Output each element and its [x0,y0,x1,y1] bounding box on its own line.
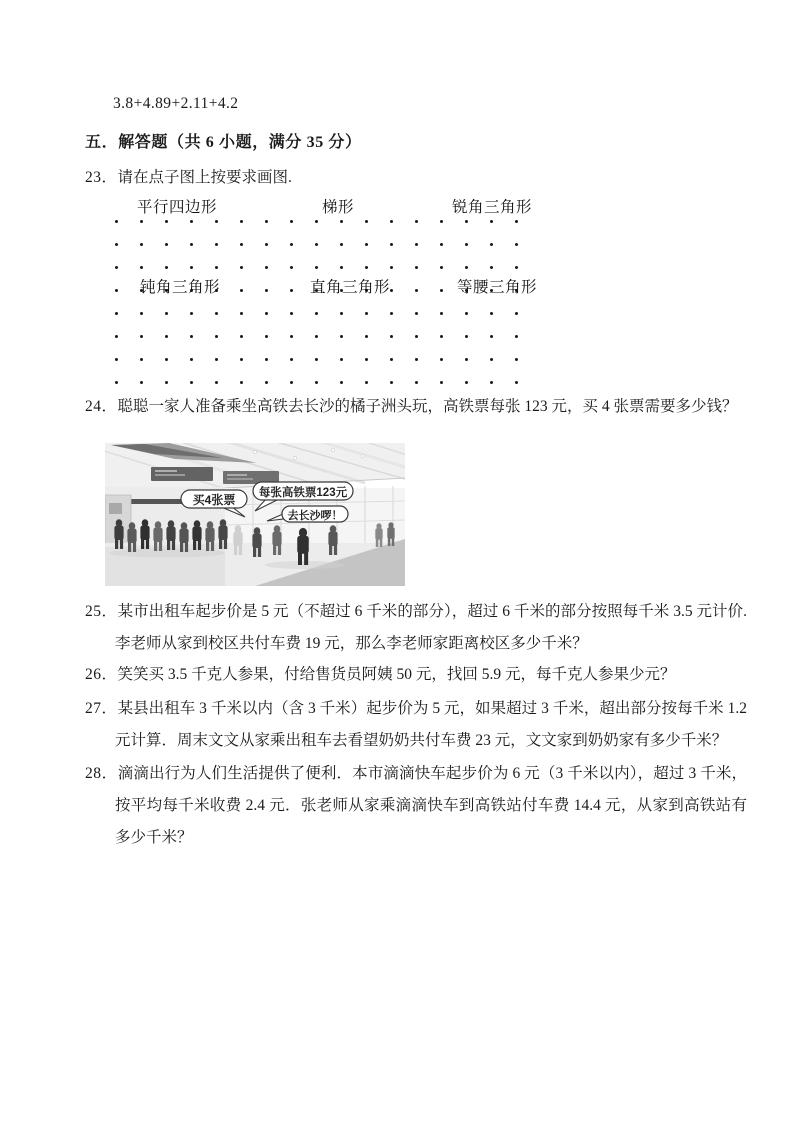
speech-bubble-buy-4-tickets-text: 买4张票 [192,493,236,507]
question-27 [85,693,747,757]
shape-label-parallelogram: 平行四边形 [137,199,218,216]
station-illustration [105,443,405,586]
question-24 [85,391,747,423]
question-25-number: 25． [85,603,118,620]
question-28-number: 28． [85,765,118,782]
speech-bubble-ticket-price-text: 每张高铁票123元 [258,487,348,499]
question-26-number: 26． [85,666,118,683]
question-28 [85,758,747,854]
question-25 [85,596,747,660]
question-23-text: 请在点子图上按要求画图. [117,169,292,186]
question-28-text: 滴滴出行为人们生活提供了便利．本市滴滴快车起步价为 6 元（3 千米以内），超过 3 千米，按平均每千米收费 2.4 元．张老师从家乘滴滴快车到高铁站付车费 14.4 元，从家到高铁站有多少千米？ [115,765,747,846]
shape-label-trapezoid: 梯形 [322,199,355,216]
question-27-number: 27． [85,700,118,717]
question-24-number: 24． [85,398,118,415]
section-header: 五．解答题（共 6 小题，满分 35 分） [85,134,362,151]
question-23-number: 23． [85,169,118,186]
question-27-text: 某县出租车 3 千米以内（含 3 千米）起步价为 5 元，如果超过 3 千米，超出部分按每千米 1.2 元计算．周末文文从家乘出租车去看望奶奶共付车费 23 元，文文家到奶奶家有多少千米？ [115,700,747,749]
question-25-text: 某市出租车起步价是 5 元（不超过 6 千米的部分），超过 6 千米的部分按照每千米 3.5 元计价.李老师从家到校区共付车费 19 元，那么李老师家距离校区多少千米？ [115,603,747,652]
shape-label-acute-triangle: 锐角三角形 [452,199,533,216]
question-23 [85,162,747,194]
shape-label-right-triangle: 直角三角形 [310,279,391,296]
dot-grid [113,218,519,386]
question-26-text: 笑笑买 3.5 千克人参果，付给售货员阿姨 50 元，找回 5.9 元，每千克人参果少元？ [117,666,676,683]
question-26 [85,659,747,691]
shape-label-isosceles-triangle: 等腰三角形 [457,279,538,296]
math-expression: 3.8+4.89+2.11+4.2 [113,95,239,112]
speech-bubble-to-changsha-text: 去长沙啰！ [287,510,343,522]
question-24-text: 聪聪一家人准备乘坐高铁去长沙的橘子洲头玩，高铁票每张 123 元，买 4 张票需要多少钱？ [117,398,738,415]
shape-label-obtuse-triangle: 钝角三角形 [140,279,221,296]
dot-grid-section [113,194,538,394]
